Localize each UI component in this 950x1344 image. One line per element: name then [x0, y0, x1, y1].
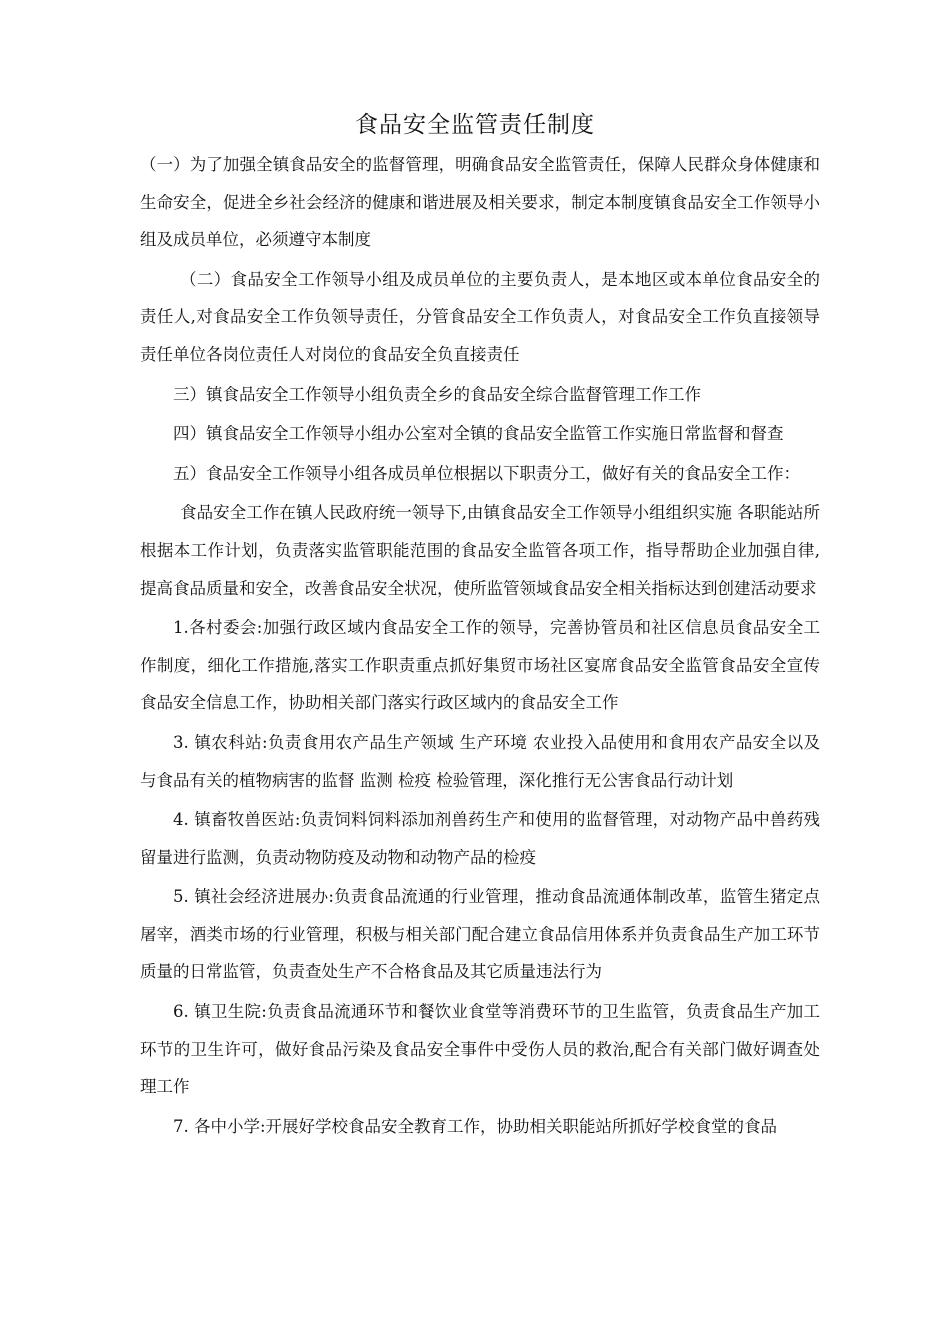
paragraph-9: 4. 镇畜牧兽医站:负责饲料饲料添加剂兽药生产和使用的监督管理，对动物产品中兽药残留量进行监测，负责动物防疫及动物和动物产品的检疫 — [140, 810, 820, 867]
paragraph-11: 6. 镇卫生院:负责食品流通环节和餐饮业食堂等消费环节的卫生监管，负责食品生产加工环节的卫生许可，做好食品污染及食品安全事件中受伤人员的救治,配合有关部门做好调查处理工作 — [140, 1002, 820, 1097]
paragraph-4: 四）镇食品安全工作领导小组办公室对全镇的食品安全监管工作实施日常监督和督查 — [173, 424, 784, 444]
paragraph-8: 3. 镇农科站:负责食用农产品生产领域 生产环境 农业投入品使用和食用农产品安全以及与食品有关的植物病害的监督 监测 检疫 检验管理，深化推行无公害食品行动计划 — [140, 732, 820, 790]
paragraph-6: 食品安全工作在镇人民政府统一领导下,由镇食品安全工作领导小组组织实施 各职能站所根据本工作计划，负责落实监管职能范围的食品安全监管各项工作，指导帮助企业加强自律,提高食品质量和安全，改善食品安全状况，使所监管领域食品安全相关指标达到创建活动要求 — [140, 503, 820, 598]
document-title: 食品安全监管责任制度 — [355, 112, 595, 138]
document-body — [140, 146, 820, 1147]
paragraph-10: 5. 镇社会经济进展办:负责食品流通的行业管理，推动食品流通体制改革，监管生猪定点屠宰，酒类市场的行业管理，积极与相关部门配合建立食品信用体系并负责食品生产加工环节质量的日常监管，负责查处生产不合格食品及其它质量违法行为 — [140, 887, 820, 982]
paragraph-12: 7. 各中小学:开展好学校食品安全教育工作，协助相关职能站所抓好学校食堂的食品 — [173, 1116, 778, 1136]
paragraph-1: （一）为了加强全镇食品安全的监督管理，明确食品安全监管责任，保障人民群众身体健康和生命安全，促进全乡社会经济的健康和谐进展及相关要求，制定本制度镇食品安全工作领导小组及成员单位，必须遵守本制度 — [140, 155, 820, 250]
paragraph-3: 三）镇食品安全工作领导小组负责全乡的食品安全综合监督管理工作工作 — [173, 384, 701, 404]
paragraph-5: 五）食品安全工作领导小组各成员单位根据以下职责分工，做好有关的食品安全工作： — [173, 463, 800, 483]
paragraph-2: （二）食品安全工作领导小组及成员单位的主要负责人，是本地区或本单位食品安全的责任人,对食品安全工作负领导责任，分管食品安全工作负责人，对食品安全工作负直接领导责任单位各岗位责任人对岗位的食品安全负直接责任 — [140, 269, 820, 364]
paragraph-7: 1.各村委会:加强行政区域内食品安全工作的领导，完善协管员和社区信息员食品安全工作制度，细化工作措施,落实工作职责重点抓好集贸市场社区宴席食品安全监管食品安全宣传 食品安全信息工作，协助相关部门落实行政区域内的食品安全工作 — [140, 618, 820, 713]
